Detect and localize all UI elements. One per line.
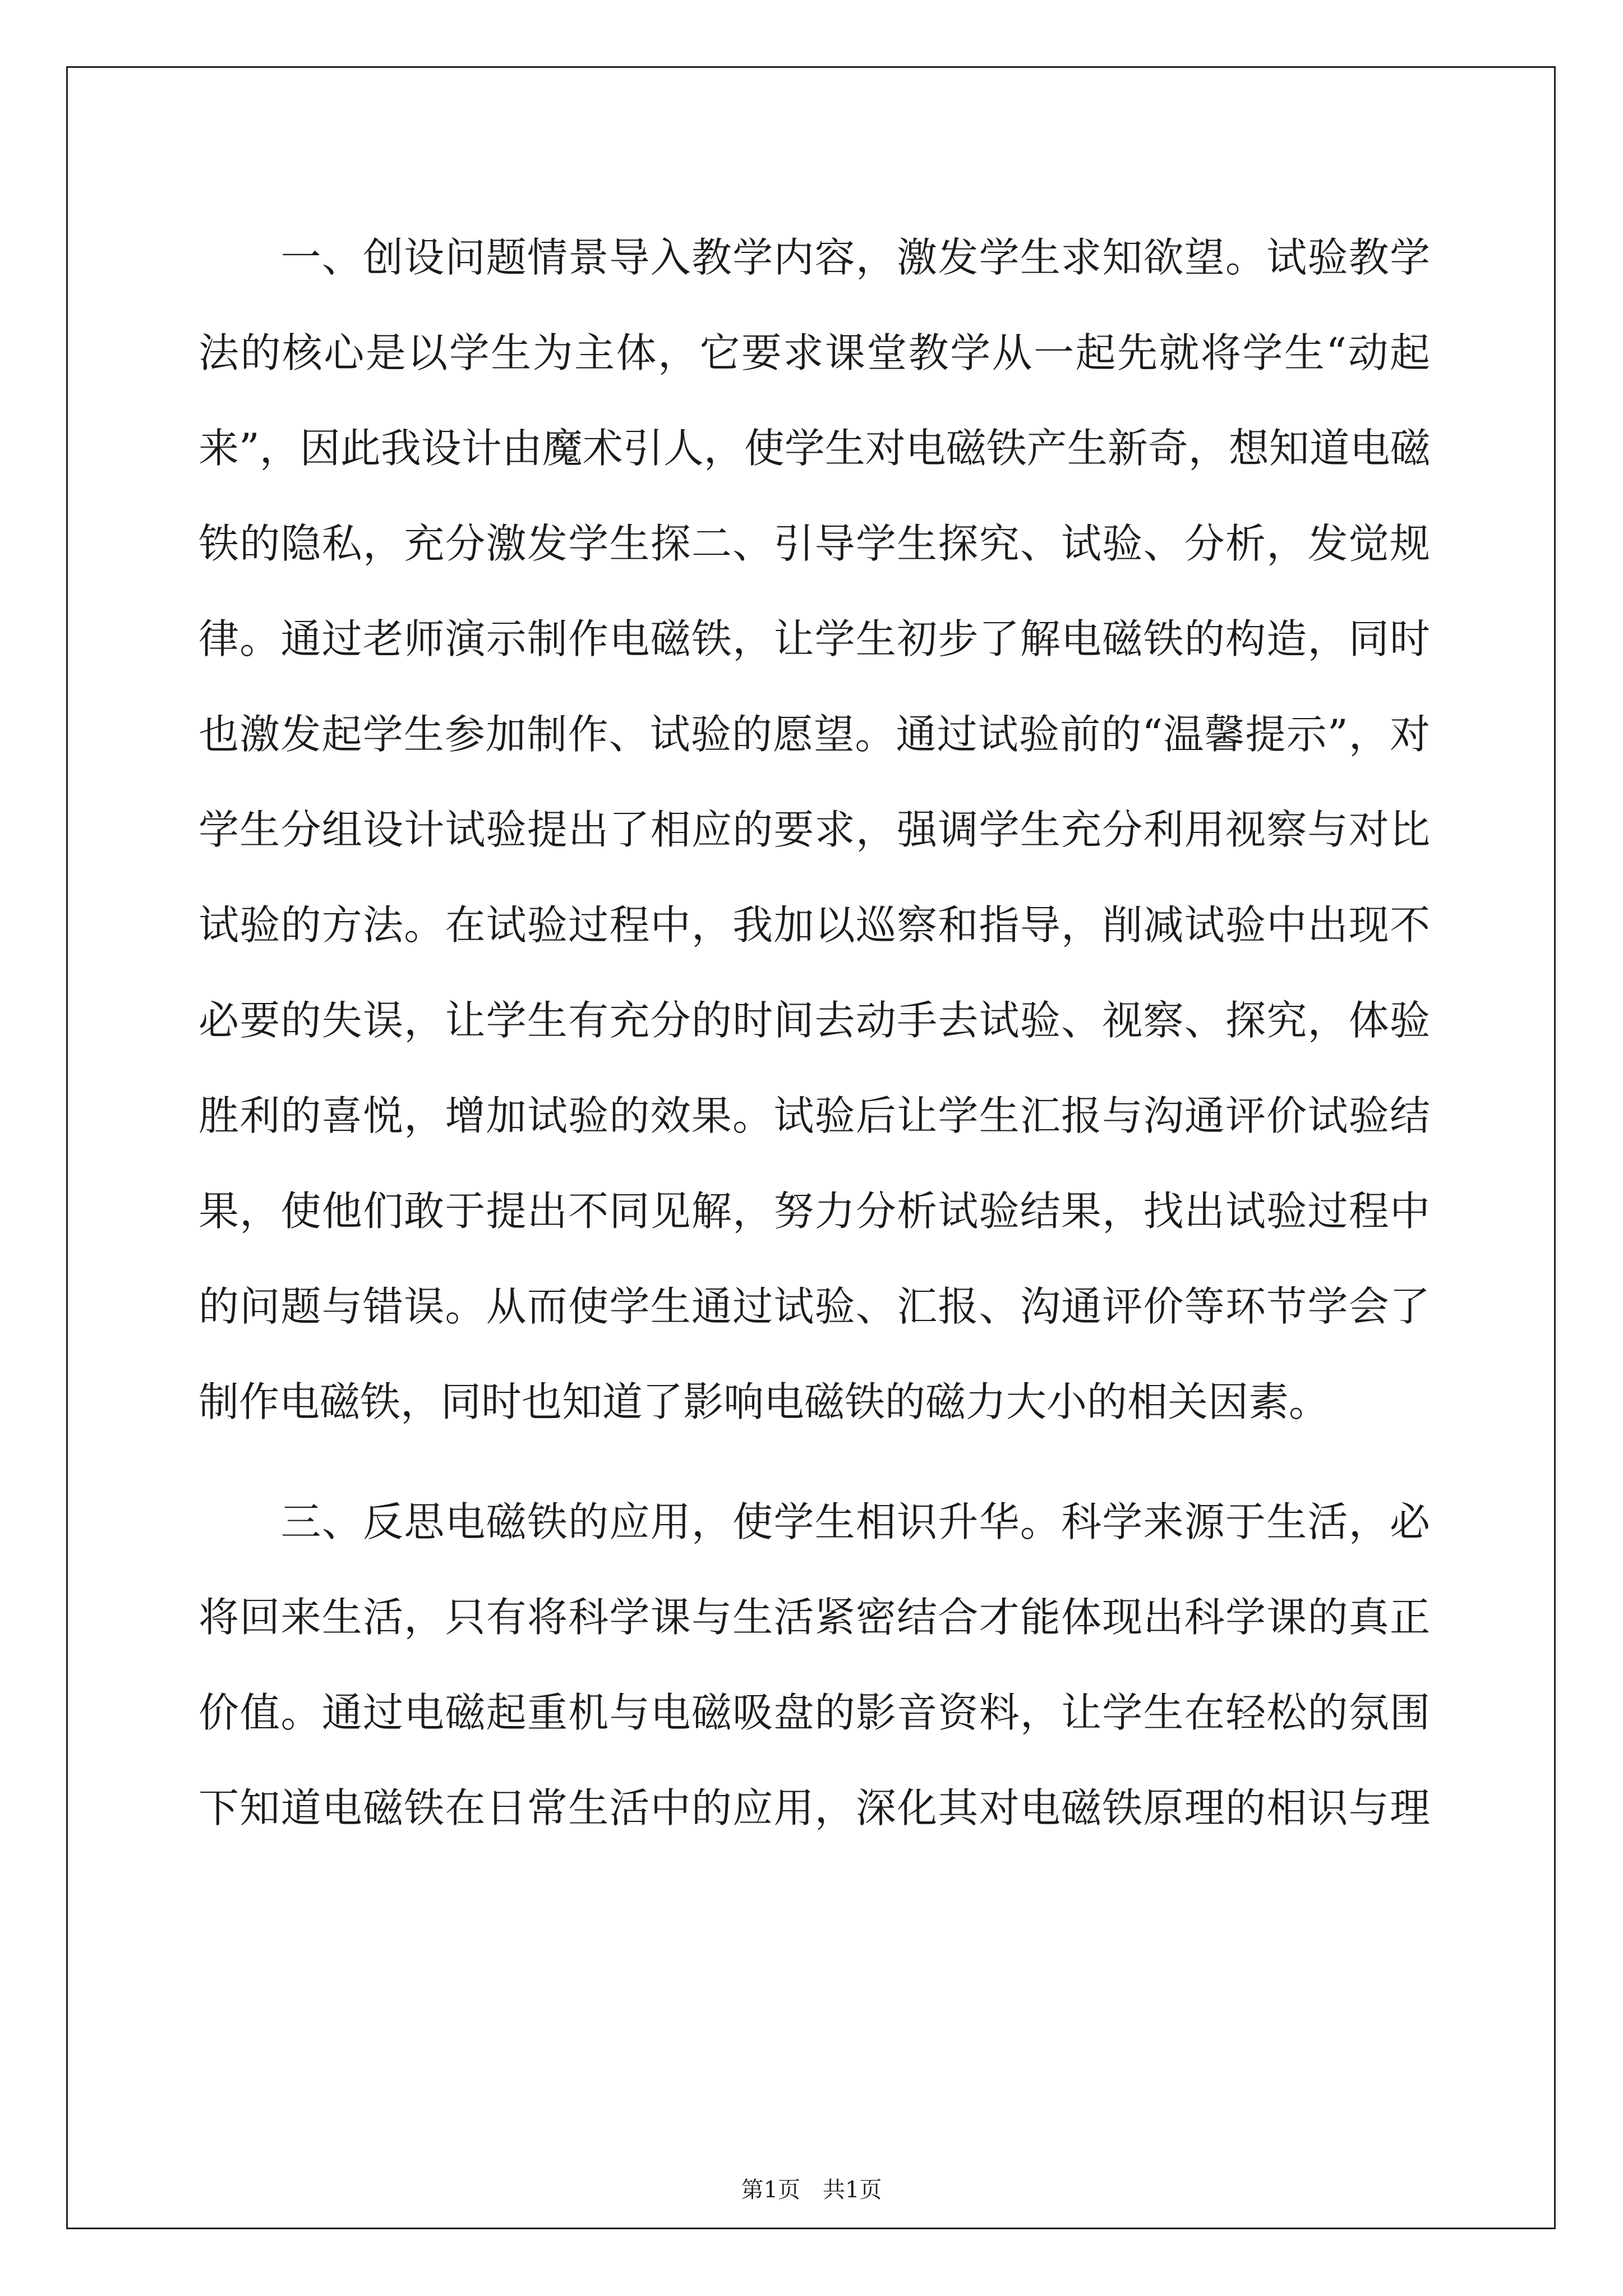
text-line: 将回来生活，只有将科学课与生活紧密结合才能体现出科学课的真正 [199, 1594, 1430, 1641]
text-line: 制作电磁铁，同时也知道了影响电磁铁的磁力大小的相关因素。 [199, 1378, 1330, 1425]
document-body [199, 210, 1430, 1856]
text-line: 果，使他们敢于提出不同见解，努力分析试验结果，找出试验过程中 [199, 1188, 1430, 1235]
text-line: 来”，因此我设计由魔术引人，使学生对电磁铁产生新奇，想知道电磁 [199, 425, 1431, 472]
page-footer [0, 2177, 1623, 2203]
text-line: 胜利的喜悦，增加试验的效果。试验后让学生汇报与沟通评价试验结 [199, 1092, 1430, 1139]
text-line: 三、反思电磁铁的应用，使学生相识升华。科学来源于生活，必 [199, 1498, 1430, 1545]
text-line: 价值。通过电磁起重机与电磁吸盘的影音资料，让学生在轻松的氛围 [199, 1689, 1430, 1736]
text-line: 铁的隐私，充分激发学生探二、引导学生探究、试验、分析，发觉规 [199, 520, 1430, 567]
text-line: 律。通过老师演示制作电磁铁，让学生初步了解电磁铁的构造，同时 [199, 615, 1430, 662]
text-line: 一、创设问题情景导入教学内容，激发学生求知欲望。试验教学 [199, 234, 1430, 281]
text-line: 必要的失误，让学生有充分的时间去动手去试验、视察、探究，体验 [199, 997, 1430, 1044]
text-line: 试验的方法。在试验过程中，我加以巡察和指导，削减试验中出现不 [199, 901, 1430, 949]
text-line: 下知道电磁铁在日常生活中的应用，深化其对电磁铁原理的相识与理 [199, 1784, 1430, 1832]
text-line: 学生分组设计试验提出了相应的要求，强调学生充分利用视察与对比 [199, 806, 1430, 853]
text-line: 的问题与错误。从而使学生通过试验、汇报、沟通评价等环节学会了 [199, 1283, 1430, 1330]
paragraph-gap [199, 1450, 1430, 1474]
text-line: 法的核心是以学生为主体，它要求课堂教学从一起先就将学生“动起 [199, 329, 1430, 376]
page-number: 第1页 共1页 [741, 2177, 882, 2203]
text-line: 也激发起学生参加制作、试验的愿望。通过试验前的“温馨提示”，对 [199, 711, 1430, 758]
